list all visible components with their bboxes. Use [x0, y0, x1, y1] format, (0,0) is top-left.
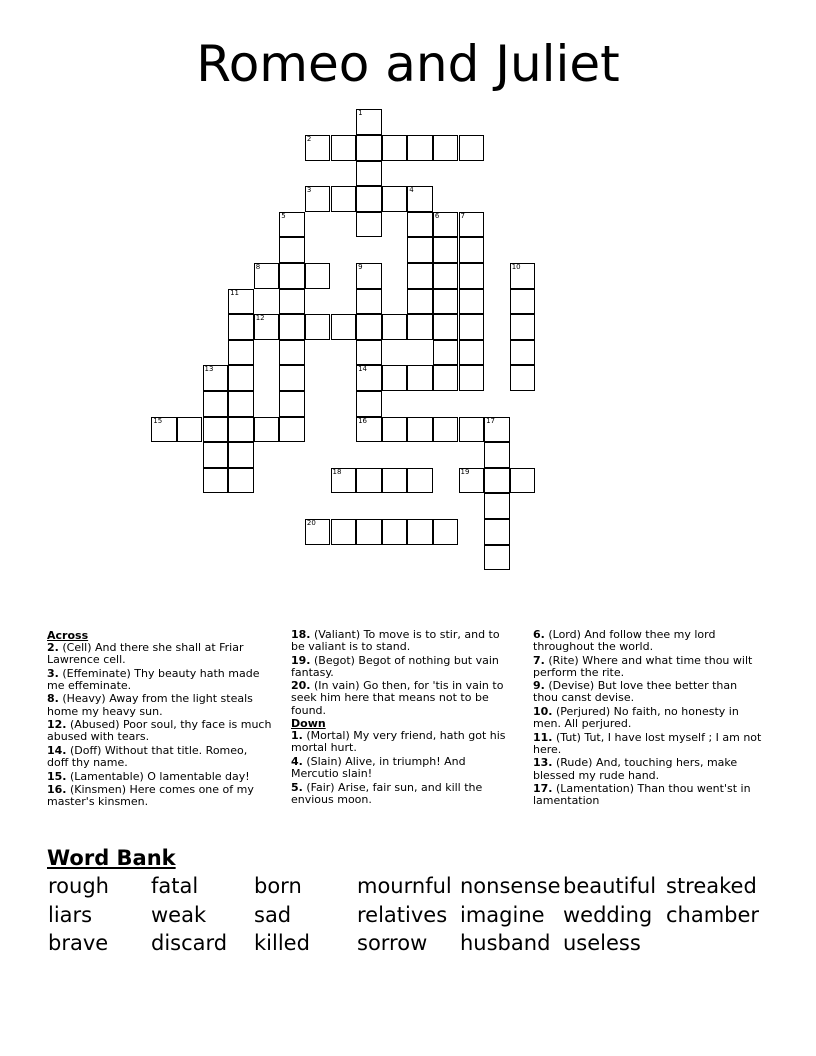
crossword-cell[interactable]	[459, 340, 485, 366]
crossword-cell[interactable]	[356, 365, 382, 391]
crossword-cell[interactable]	[510, 468, 536, 494]
clue-number-label: 20.	[291, 679, 311, 693]
clue-text: (Fair) Arise, fair sun, and kill the envious moon.	[291, 780, 483, 806]
crossword-cell[interactable]	[433, 237, 459, 263]
word-bank-word: mournful	[357, 874, 452, 898]
clue-number-label: 4.	[291, 754, 303, 768]
crossword-cell[interactable]	[279, 365, 305, 391]
crossword-cell[interactable]	[279, 263, 305, 289]
crossword-cell[interactable]	[356, 391, 382, 417]
crossword-cell[interactable]	[254, 263, 280, 289]
clues-column-3	[533, 629, 763, 809]
clue-number-label: 19.	[291, 653, 311, 667]
crossword-cell[interactable]	[331, 519, 357, 545]
word-bank-word: weak	[151, 903, 207, 927]
crossword-cell[interactable]	[203, 442, 229, 468]
clue-text: (Lord) And follow thee my lord throughout the world.	[533, 628, 716, 654]
clue-number-label: 9.	[533, 679, 545, 693]
crossword-cell[interactable]	[356, 161, 382, 187]
crossword-cell[interactable]	[279, 212, 305, 238]
clue-number: 14	[358, 365, 368, 374]
word-bank-word: husband	[460, 931, 551, 955]
clue-number-label: 10.	[533, 705, 553, 719]
crossword-cell[interactable]	[356, 314, 382, 340]
clue-item	[291, 782, 516, 806]
crossword-cell[interactable]	[305, 186, 331, 212]
crossword-cell[interactable]	[356, 289, 382, 315]
crossword-cell[interactable]	[356, 109, 382, 135]
crossword-cell[interactable]	[203, 468, 229, 494]
clue-number: 8	[255, 263, 261, 271]
clue-number: 19	[460, 467, 470, 476]
clue-number-label: 6.	[533, 628, 545, 641]
crossword-cell[interactable]	[382, 468, 408, 494]
crossword-cell[interactable]	[279, 340, 305, 366]
clue-number: 20	[306, 519, 316, 527]
crossword-cell[interactable]	[433, 135, 459, 161]
crossword-cell[interactable]	[177, 417, 203, 443]
word-bank-word: beautiful	[563, 874, 657, 898]
crossword-cell[interactable]	[254, 314, 280, 340]
across-clue-list-continued	[291, 629, 516, 717]
crossword-cell[interactable]	[356, 519, 382, 545]
clue-number: 5	[281, 211, 286, 220]
clue-number-label: 18.	[291, 628, 311, 641]
crossword-cell[interactable]	[459, 237, 485, 263]
clue-number: 10	[511, 263, 521, 271]
clue-text: (Slain) Alive, in triumph! And Mercutio slain!	[291, 754, 466, 781]
clue-number-label: 15.	[47, 769, 67, 783]
clue-number-label: 8.	[47, 692, 59, 706]
crossword-cell[interactable]	[331, 186, 357, 212]
word-bank-word: streaked	[666, 874, 757, 898]
clue-item	[291, 655, 516, 679]
clue-text: (Cell) And there she shall at Friar Lawrence cell.	[47, 641, 244, 667]
crossword-cell[interactable]	[510, 314, 536, 340]
clue-text: (Rude) And, touching hers, make blessed my rude hand.	[533, 756, 738, 782]
clue-item	[47, 771, 272, 783]
crossword-cell[interactable]	[484, 519, 510, 545]
clue-item	[291, 756, 516, 780]
clue-item	[47, 668, 272, 692]
clue-text: (Perjured) No faith, no honesty in men. All perjured.	[533, 705, 739, 731]
word-bank-word: chamber	[666, 903, 760, 927]
crossword-cell[interactable]	[356, 186, 382, 212]
crossword-cell[interactable]	[407, 135, 433, 161]
crossword-cell[interactable]	[433, 519, 459, 545]
clue-number: 4	[409, 186, 414, 195]
clue-number-label: 13.	[533, 756, 553, 770]
crossword-cell[interactable]	[279, 391, 305, 417]
crossword-cell[interactable]	[382, 519, 408, 545]
word-bank-word: killed	[254, 931, 310, 955]
clue-item	[533, 680, 763, 704]
crossword-cell[interactable]	[484, 545, 510, 571]
clue-item	[533, 732, 763, 756]
clue-number: 9	[358, 263, 363, 271]
crossword-cell[interactable]	[484, 417, 510, 443]
crossword-cell[interactable]	[203, 391, 229, 417]
crossword-cell[interactable]	[459, 314, 485, 340]
clue-number: 11	[230, 288, 240, 297]
down-clue-list-continued	[533, 629, 763, 807]
crossword-cell[interactable]	[356, 340, 382, 366]
clue-item	[291, 680, 516, 716]
crossword-cell[interactable]	[305, 314, 331, 340]
clue-item	[533, 629, 763, 653]
clue-text: (Abused) Poor soul, thy face is much abused with tears.	[47, 718, 272, 744]
crossword-cell[interactable]	[407, 186, 433, 212]
clue-item	[291, 629, 516, 653]
clue-text: (Devise) But love thee better than thou canst devise.	[533, 679, 738, 705]
clue-number-label: 17.	[533, 782, 553, 796]
crossword-cell[interactable]	[356, 468, 382, 494]
down-header: Down	[291, 717, 326, 731]
clue-number: 15	[153, 416, 163, 425]
crossword-cell[interactable]	[459, 212, 485, 238]
across-header: Across	[47, 629, 89, 642]
crossword-cell[interactable]	[228, 391, 254, 417]
crossword-cell[interactable]	[356, 212, 382, 238]
crossword-cell[interactable]	[356, 417, 382, 443]
crossword-cell[interactable]	[279, 417, 305, 443]
crossword-cell[interactable]	[433, 365, 459, 391]
clue-text: (Rite) Where and what time thou wilt perform the rite.	[533, 653, 753, 679]
crossword-cell[interactable]	[459, 468, 485, 494]
clue-number: 12	[255, 314, 265, 323]
crossword-cell[interactable]	[407, 365, 433, 391]
crossword-cell[interactable]	[382, 417, 408, 443]
clue-item	[533, 706, 763, 730]
crossword-cell[interactable]	[407, 237, 433, 263]
clue-number: 16	[358, 416, 368, 425]
clue-text: (Begot) Begot of nothing but vain fantasy.	[291, 653, 499, 679]
word-bank-word: sorrow	[357, 931, 428, 955]
crossword-cell[interactable]	[510, 340, 536, 366]
clue-text: (Valiant) To move is to stir, and to be valiant is to stand.	[291, 628, 500, 654]
clue-number-label: 11.	[533, 730, 553, 744]
clue-number: 7	[460, 211, 465, 220]
crossword-cell[interactable]	[433, 263, 459, 289]
clue-item	[533, 783, 763, 807]
crossword-cell[interactable]	[510, 365, 536, 391]
clue-item	[533, 655, 763, 679]
crossword-cell[interactable]	[407, 263, 433, 289]
crossword-cell[interactable]	[382, 186, 408, 212]
word-bank-word: sad	[254, 903, 292, 927]
crossword-cell[interactable]	[407, 417, 433, 443]
crossword-cell[interactable]	[331, 135, 357, 161]
crossword-cell[interactable]	[331, 468, 357, 494]
word-bank-word: brave	[48, 931, 109, 955]
word-bank-word: useless	[563, 931, 641, 955]
crossword-cell[interactable]	[279, 237, 305, 263]
clue-number-label: 3.	[47, 666, 59, 680]
word-bank-word: nonsense	[460, 874, 561, 898]
clue-text: (Kinsmen) Here comes one of my master's kinsmen.	[47, 783, 254, 809]
crossword-cell[interactable]	[484, 442, 510, 468]
clue-text: (Lamentable) O lamentable day!	[66, 769, 250, 783]
crossword-cell[interactable]	[484, 468, 510, 494]
down-clue-list	[291, 730, 516, 806]
word-bank-word: wedding	[563, 903, 653, 927]
crossword-cell[interactable]	[382, 314, 408, 340]
word-bank-word: imagine	[460, 903, 545, 927]
crossword-cell[interactable]	[279, 314, 305, 340]
crossword-cell[interactable]	[433, 314, 459, 340]
crossword-cell[interactable]	[510, 263, 536, 289]
word-bank-title: Word Bank	[47, 846, 176, 870]
clue-item	[291, 730, 516, 754]
crossword-cell[interactable]	[356, 263, 382, 289]
crossword-cell[interactable]	[151, 417, 177, 443]
word-bank-word: discard	[151, 931, 228, 955]
crossword-cell[interactable]	[459, 289, 485, 315]
crossword-cell[interactable]	[356, 135, 382, 161]
clue-number: 17	[486, 416, 496, 425]
crossword-cell[interactable]	[382, 135, 408, 161]
clue-number-label: 2.	[47, 641, 59, 655]
clue-number-label: 14.	[47, 743, 67, 757]
crossword-cell[interactable]	[433, 289, 459, 315]
clue-number-label: 1.	[291, 729, 303, 743]
word-bank-word: liars	[48, 903, 93, 927]
crossword-cell[interactable]	[254, 417, 280, 443]
crossword-cell[interactable]	[510, 289, 536, 315]
across-clue-list	[47, 642, 272, 808]
clue-item	[47, 693, 272, 717]
clue-item	[47, 642, 272, 666]
clue-number-label: 7.	[533, 653, 545, 667]
clue-text: (Doff) Without that title. Romeo, doff thy name.	[47, 743, 248, 769]
crossword-cell[interactable]	[279, 289, 305, 315]
clue-number: 13	[204, 365, 214, 374]
crossword-cell[interactable]	[305, 135, 331, 161]
crossword-cell[interactable]	[228, 314, 254, 340]
clue-number: 2	[306, 135, 312, 143]
clue-text: (Effeminate) Thy beauty hath made me effeminate.	[47, 666, 260, 692]
crossword-cell[interactable]	[203, 365, 229, 391]
crossword-cell[interactable]	[305, 519, 331, 545]
crossword-cell[interactable]	[407, 468, 433, 494]
clue-item	[47, 745, 272, 769]
clue-number-label: 5.	[291, 780, 303, 794]
crossword-cell[interactable]	[407, 519, 433, 545]
crossword-cell[interactable]	[433, 340, 459, 366]
crossword-cell[interactable]	[203, 417, 229, 443]
clue-item	[47, 719, 272, 743]
word-bank-word: fatal	[151, 874, 199, 898]
crossword-cell[interactable]	[433, 212, 459, 238]
clue-number: 6	[434, 211, 440, 220]
crossword-cell[interactable]	[228, 289, 254, 315]
word-bank-word: relatives	[357, 903, 448, 927]
crossword-cell[interactable]	[459, 417, 485, 443]
clue-item	[47, 784, 272, 808]
page-title: Romeo and Juliet	[196, 35, 620, 93]
clue-number: 18	[332, 467, 342, 476]
crossword-cell[interactable]	[407, 212, 433, 238]
crossword-cell[interactable]	[484, 493, 510, 519]
clue-text: (Mortal) My very friend, hath got his mortal hurt.	[291, 729, 506, 755]
crossword-cell[interactable]	[331, 314, 357, 340]
crossword-cell[interactable]	[228, 340, 254, 366]
crossword-cell[interactable]	[433, 417, 459, 443]
clues-column-2	[291, 629, 516, 807]
word-bank-word: rough	[48, 874, 109, 898]
crossword-cell[interactable]	[459, 135, 485, 161]
crossword-cell[interactable]	[407, 289, 433, 315]
clue-text: (Lamentation) Than thou went'st in lamentation	[533, 782, 751, 808]
clue-text: (Heavy) Away from the light steals home my heavy sun.	[47, 692, 253, 718]
crossword-cell[interactable]	[459, 263, 485, 289]
crossword-cell[interactable]	[228, 468, 254, 494]
clue-number-label: 12.	[47, 718, 67, 732]
clue-item	[533, 757, 763, 781]
word-bank-word: born	[254, 874, 302, 898]
crossword-cell[interactable]	[305, 263, 331, 289]
clue-text: (In vain) Go then, for 'tis in vain to seek him here that means not to be found.	[291, 679, 504, 717]
crossword-cell[interactable]	[407, 314, 433, 340]
crossword-cell[interactable]	[459, 365, 485, 391]
crossword-cell[interactable]	[382, 365, 408, 391]
clue-text: (Tut) Tut, I have lost myself ; I am not here.	[533, 730, 762, 756]
crossword-cell[interactable]	[228, 365, 254, 391]
crossword-cell[interactable]	[228, 442, 254, 468]
crossword-cell[interactable]	[228, 417, 254, 443]
clue-number: 1	[358, 109, 363, 118]
clue-number-label: 16.	[47, 783, 67, 797]
clue-number: 3	[306, 186, 312, 195]
clues-column-1	[47, 629, 272, 810]
